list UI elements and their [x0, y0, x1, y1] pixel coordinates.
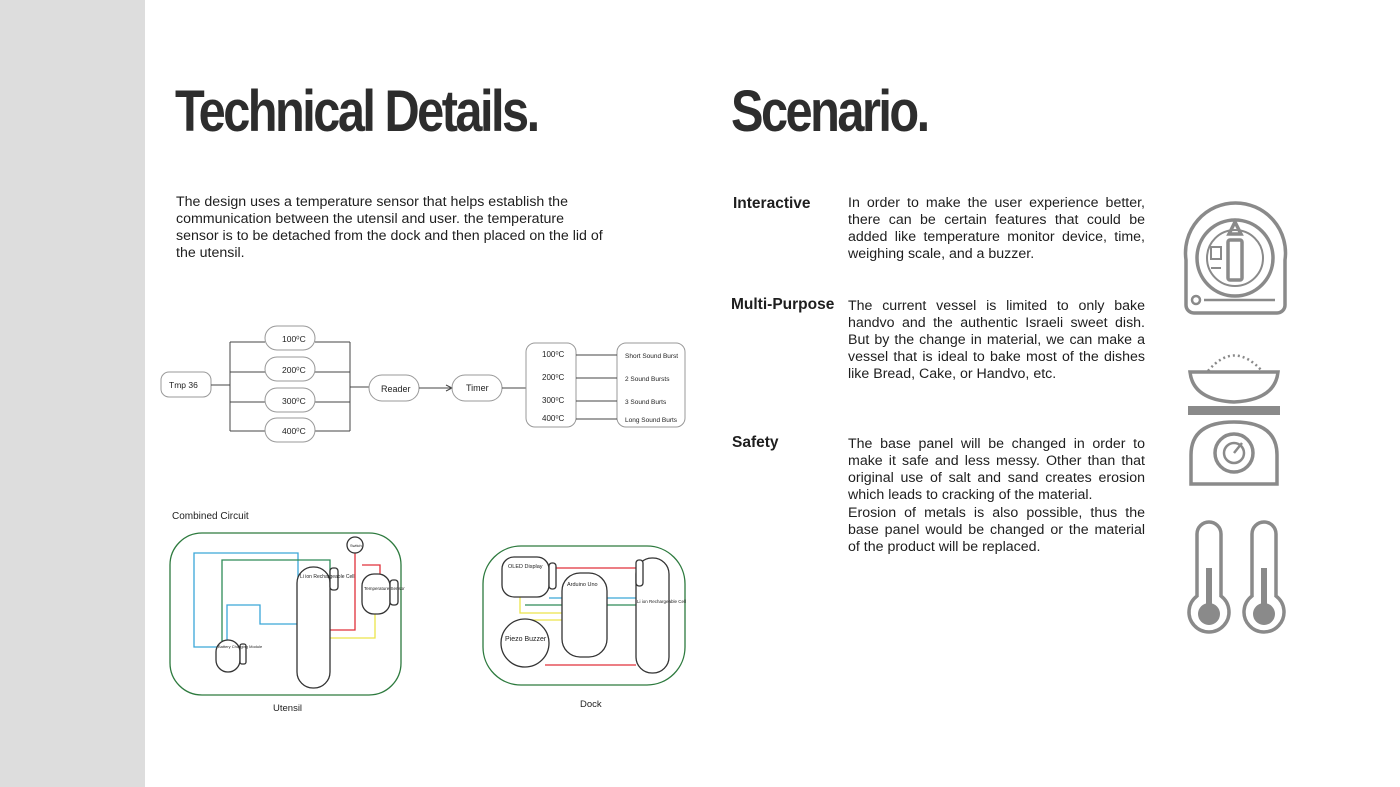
technical-description: The design uses a temperature sensor that helps establish the communication between the utensil and user. the temperature sensor is to be detached from the dock and then placed on the lid of the utensil.	[176, 194, 603, 261]
scenario-title: Scenario.	[731, 79, 928, 144]
timer-dial-icon	[1186, 203, 1286, 313]
charging-module-label: Battery Charging Module	[218, 644, 263, 649]
temp-sensor-label: Temperature Sensor	[364, 586, 405, 591]
utensil-sensor-connector	[390, 580, 398, 605]
out-temp-label-200: 200⁰C	[542, 373, 565, 382]
temp-label-200: 200⁰C	[282, 365, 306, 375]
scenario-text-safety-2: Erosion of metals is also possible, thus the base panel would be changed or the material of the product will be replaced.	[848, 505, 1145, 555]
dock-oled-display	[502, 557, 549, 597]
utensil-caption: Utensil	[273, 703, 303, 714]
flow-diagram	[161, 326, 685, 442]
dock-piezo-buzzer	[501, 619, 549, 667]
temp-label-100: 100⁰C	[282, 334, 306, 344]
out-temp-label-100: 100⁰C	[542, 350, 565, 359]
scenario-text-safety: The base panel will be changed in order to make it safe and less messy. Other than that original use of salt and sand creates erosion which leads to cracking of the material.	[848, 436, 1145, 503]
dock-cell-connector	[636, 560, 643, 586]
reader-label: Reader	[381, 384, 411, 394]
buzzer-label: Piezo Buzzer	[505, 636, 547, 643]
sound-label-4: Long Sound Burts	[625, 417, 678, 424]
out-temp-label-300: 300⁰C	[542, 396, 565, 405]
temp-label-400: 400⁰C	[282, 426, 306, 436]
dock-cell-label: Li ion Rechargeable Cell	[637, 599, 687, 604]
utensil-battery-cell	[297, 567, 330, 688]
thermometers-icon	[1189, 522, 1284, 632]
flow-labels	[169, 334, 678, 436]
scenario-text-multipurpose: The current vessel is limited to only bake handvo and the authentic Israeli sweet dish. But by the change in material, we can make a vessel that is ideal to bake most of the dishes like Bread, Cake, or Handvo, etc.	[848, 298, 1145, 382]
dock-oled-connector	[549, 563, 556, 589]
sensor-label: Tmp 36	[169, 380, 198, 390]
sound-label-3: 3 Sound Burts	[625, 399, 667, 406]
circuit-heading: Combined Circuit	[172, 511, 249, 522]
scenario-label-multipurpose: Multi-Purpose	[731, 296, 835, 313]
utensil-cell-label	[300, 574, 354, 580]
switch-label: Switch	[350, 543, 362, 548]
dock-caption: Dock	[580, 699, 602, 710]
sound-label-1: Short Sound Burst	[625, 353, 679, 360]
temp-label-300: 300⁰C	[282, 396, 306, 406]
utensil-cell-label-text: Li ion Rechargeable Cell	[300, 574, 355, 580]
technical-details-title: Technical Details.	[175, 79, 538, 144]
scenario-label-interactive: Interactive	[733, 195, 811, 212]
out-temp-label-400: 400⁰C	[542, 414, 565, 423]
utensil-circuit	[170, 533, 401, 695]
scenario-label-safety: Safety	[732, 434, 779, 451]
kitchen-scale-icon	[1188, 356, 1280, 485]
utensil-board	[170, 533, 401, 695]
arduino-label: Arduino Uno	[567, 582, 598, 588]
sound-label-2: 2 Sound Bursts	[625, 376, 670, 383]
utensil-temp-sensor	[362, 574, 390, 614]
timer-label: Timer	[466, 383, 489, 393]
scenario-text-interactive: In order to make the user experience better, there can be certain features that could be added like temperature monitor device, time, weighing scale, and a buzzer.	[848, 195, 1145, 262]
oled-label: OLED Display	[508, 564, 543, 570]
